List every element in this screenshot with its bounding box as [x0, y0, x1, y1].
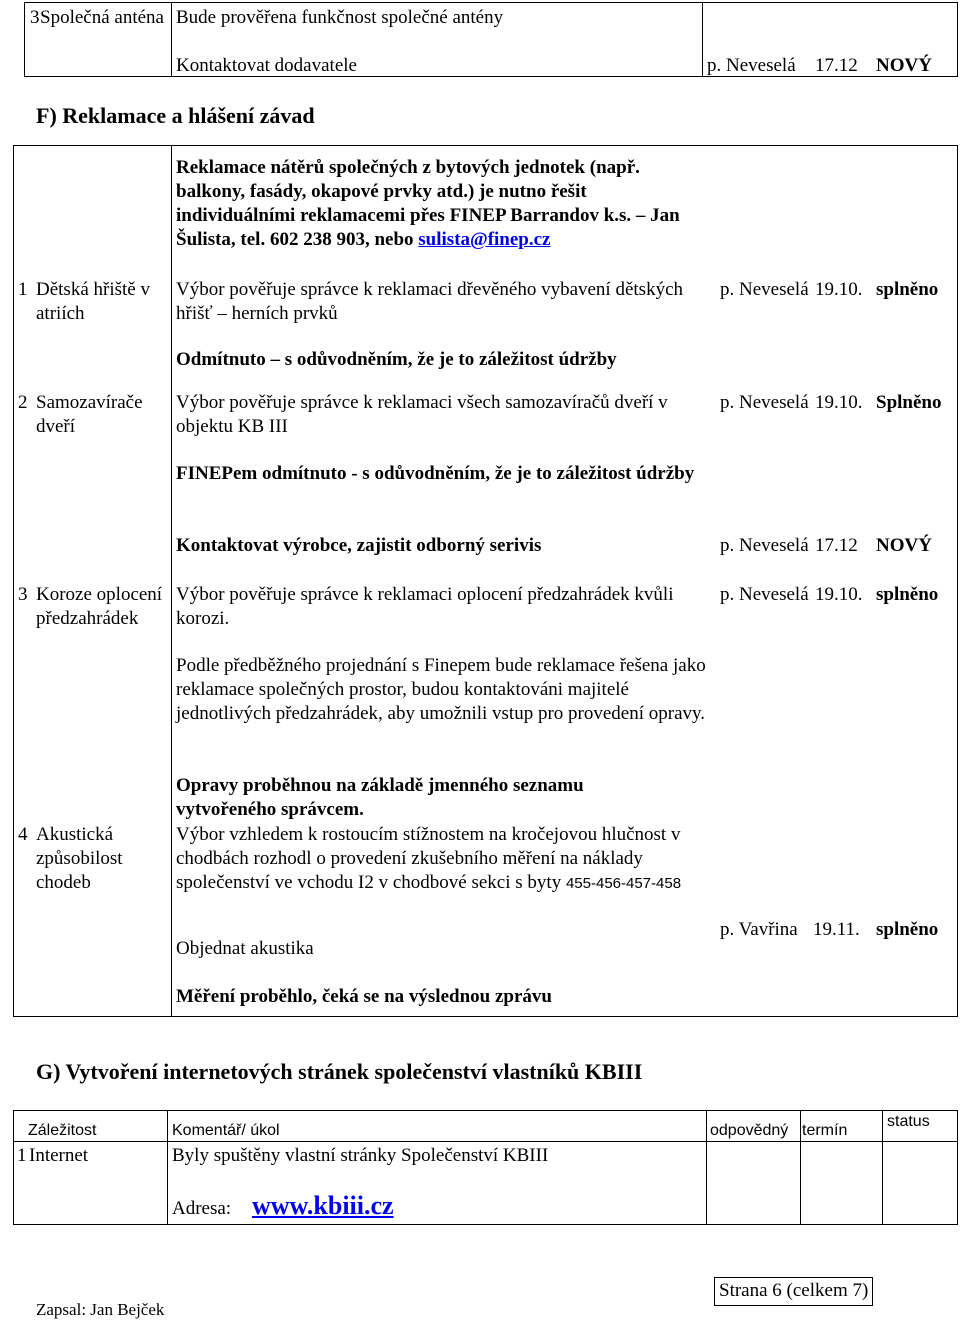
- row-date: 19.11.: [813, 919, 860, 940]
- section-heading: G) Vytvoření internetových stránek společenství vlastníků KBIII: [36, 1059, 643, 1084]
- address-label: Adresa:: [172, 1198, 232, 1219]
- row-person: p. Neveselá: [720, 392, 809, 413]
- row-outcome: Opravy proběhnou na základě jmenného seznamu vytvořeného správcem.: [176, 775, 584, 820]
- intro-text: Reklamace nátěrů společných z bytových jednotek (např. balkony, fasády, okapové prvky atd.) je nutno řešit individuálními reklamacemi přes FINEP Barrandov k.s. – Jan Šulista, tel. 602 238 903, nebo sulista@finep.cz: [176, 157, 680, 250]
- row-number: 1: [18, 279, 28, 300]
- column-header: status: [887, 1113, 930, 1130]
- column-header: odpovědný: [710, 1122, 789, 1139]
- email-link[interactable]: sulista@finep.cz: [418, 229, 551, 250]
- row-task-date: 17.12: [815, 535, 858, 556]
- row-topic: Dětská hřiště v atriích: [36, 279, 150, 324]
- row-status: splněno: [876, 584, 939, 605]
- row-comment: Bude prověřena funkčnost společné antény: [176, 7, 504, 28]
- row-status: NOVÝ: [876, 55, 932, 76]
- row-status: splněno: [876, 279, 939, 300]
- row-person: p. Neveselá: [720, 584, 809, 605]
- row-person: p. Neveselá: [720, 279, 809, 300]
- row-comment: Výbor pověřuje správce k reklamaci dřevěného vybavení dětských hřišť – herních prvků: [176, 279, 683, 324]
- row-date: 17.12: [815, 55, 858, 76]
- row-number: 1: [17, 1145, 27, 1166]
- column-header: Komentář/ úkol: [172, 1122, 280, 1139]
- row-person: p. Vavřina: [720, 919, 798, 940]
- row-topic: Samozavírače dveří: [36, 392, 143, 437]
- row-topic: Akustická způsobilost chodeb: [36, 824, 123, 893]
- page-number: Strana 6 (celkem 7): [714, 1277, 873, 1306]
- row-topic: Společná anténa: [40, 7, 164, 28]
- row-number: 4: [18, 824, 28, 845]
- row-outcome: Odmítnuto – s odůvodněním, že je to záležitost údržby: [176, 349, 617, 370]
- column-header: termín: [802, 1122, 848, 1139]
- author-note: Zapsal: Jan Bejček: [36, 1300, 165, 1319]
- row-task-status: NOVÝ: [876, 535, 932, 556]
- row-topic: Koroze oplocení předzahrádek: [36, 584, 163, 629]
- row-number: 2: [18, 392, 28, 413]
- row-task: Kontaktovat výrobce, zajistit odborný serivis: [176, 535, 542, 556]
- row-task: Kontaktovat dodavatele: [176, 55, 357, 76]
- row-comment: Výbor vzhledem k rostoucím stížnostem na kročejovou hlučnost v chodbách rozhodl o provedení zkušebního měření na náklady společenství ve vchodu I2 v chodbové sekci s byty 455-456-457-458: [176, 824, 682, 893]
- apartment-numbers: 455-456-457-458: [565, 875, 682, 892]
- row-status: Splněno: [876, 392, 942, 413]
- row-status: splněno: [876, 919, 939, 940]
- column-header: Záležitost: [28, 1122, 97, 1139]
- row-date: 19.10.: [815, 584, 863, 605]
- row-task: Objednat akustika: [176, 938, 314, 959]
- row-note: Podle předběžného projednání s Finepem bude reklamace řešena jako reklamace společných prostor, budou kontaktováni majitelé jednotlivých předzahrádek, aby umožnili vstup pro provedení opravy.: [176, 655, 706, 724]
- row-topic: Internet: [29, 1145, 89, 1166]
- row-date: 19.10.: [815, 279, 863, 300]
- row-comment: Výbor pověřuje správce k reklamaci oplocení předzahrádek kvůli korozi.: [176, 584, 674, 629]
- row-comment: Byly spuštěny vlastní stránky Společenství KBIII: [172, 1145, 549, 1166]
- row-task-person: p. Neveselá: [720, 535, 809, 556]
- row-person: p. Neveselá: [707, 55, 796, 76]
- row-date: 19.10.: [815, 392, 863, 413]
- row-number: 3: [30, 7, 40, 28]
- row-outcome: FINEPem odmítnuto - s odůvodněním, že je to záležitost údržby: [176, 463, 695, 484]
- row-number: 3: [18, 584, 28, 605]
- row-comment: Výbor pověřuje správce k reklamaci všech samozavíračů dveří v objektu KB III: [176, 392, 668, 437]
- section-heading: F) Reklamace a hlášení závad: [36, 103, 315, 128]
- website-link[interactable]: www.kbiii.cz: [252, 1191, 394, 1220]
- row-outcome: Měření proběhlo, čeká se na výslednou zprávu: [176, 986, 552, 1007]
